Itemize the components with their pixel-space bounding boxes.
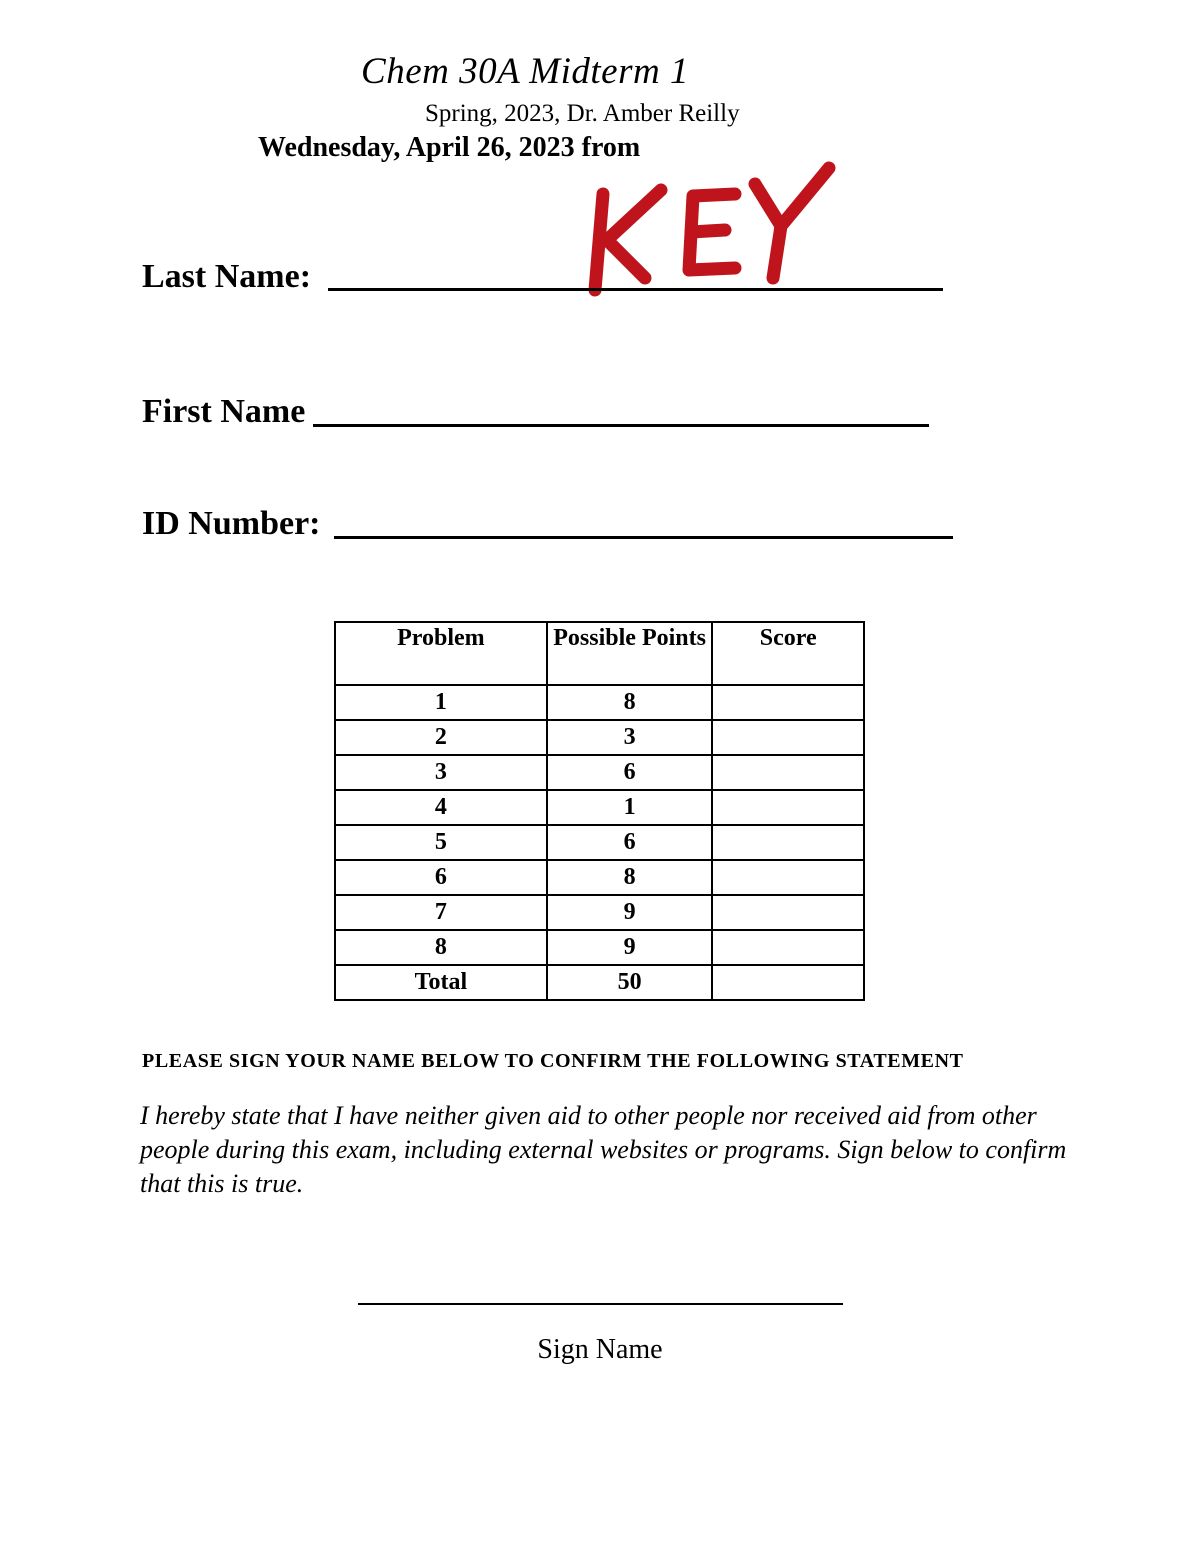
sign-name-label: Sign Name <box>537 1334 663 1365</box>
problem-cell: 2 <box>335 720 547 755</box>
table-row <box>335 685 864 720</box>
score-cell[interactable] <box>712 685 864 720</box>
last-name-label: Last Name: <box>142 258 312 295</box>
exam-title: Chem 30A Midterm 1 <box>361 51 689 92</box>
exam-subtitle: Spring, 2023, Dr. Amber Reilly <box>425 100 740 127</box>
header-score: Score <box>712 622 864 685</box>
header-possible-points: Possible Points <box>547 622 713 685</box>
points-cell: 9 <box>547 895 713 930</box>
points-cell: 9 <box>547 930 713 965</box>
problem-cell: 4 <box>335 790 547 825</box>
points-cell: 1 <box>547 790 713 825</box>
problem-cell: 5 <box>335 825 547 860</box>
problem-cell: Total <box>335 965 547 1000</box>
table-header-row <box>335 622 864 685</box>
score-cell[interactable] <box>712 895 864 930</box>
id-number-field[interactable] <box>334 536 953 539</box>
key-handwritten-mark <box>585 158 845 298</box>
score-cell[interactable] <box>712 860 864 895</box>
score-cell[interactable] <box>712 930 864 965</box>
points-cell: 3 <box>547 720 713 755</box>
score-cell[interactable] <box>712 755 864 790</box>
first-name-label: First Name <box>142 393 306 430</box>
table-row <box>335 720 864 755</box>
problem-cell: 1 <box>335 685 547 720</box>
table-row <box>335 965 864 1000</box>
points-cell: 8 <box>547 860 713 895</box>
points-cell: 6 <box>547 825 713 860</box>
table-row <box>335 860 864 895</box>
table-row <box>335 790 864 825</box>
table-row <box>335 755 864 790</box>
problem-cell: 6 <box>335 860 547 895</box>
exam-date-line: Wednesday, April 26, 2023 from <box>258 132 641 163</box>
points-cell: 50 <box>547 965 713 1000</box>
table-row <box>335 930 864 965</box>
problem-cell: 7 <box>335 895 547 930</box>
id-number-label: ID Number: <box>142 505 321 542</box>
problem-cell: 3 <box>335 755 547 790</box>
last-name-field[interactable] <box>328 288 943 291</box>
score-table <box>334 621 865 1001</box>
first-name-field[interactable] <box>313 424 929 427</box>
score-cell[interactable] <box>712 825 864 860</box>
honor-statement: I hereby state that I have neither given aid to other people nor received aid from other people during this exam, including external websites or programs. Sign below to confirm that this is true. <box>140 1101 1067 1198</box>
score-cell[interactable] <box>712 790 864 825</box>
problem-cell: 8 <box>335 930 547 965</box>
statement-heading: PLEASE SIGN YOUR NAME BELOW TO CONFIRM THE FOLLOWING STATEMENT <box>142 1050 964 1072</box>
score-cell[interactable] <box>712 720 864 755</box>
table-row <box>335 825 864 860</box>
points-cell: 8 <box>547 685 713 720</box>
table-row <box>335 895 864 930</box>
signature-line[interactable] <box>358 1303 843 1305</box>
score-cell[interactable] <box>712 965 864 1000</box>
header-problem: Problem <box>335 622 547 685</box>
points-cell: 6 <box>547 755 713 790</box>
